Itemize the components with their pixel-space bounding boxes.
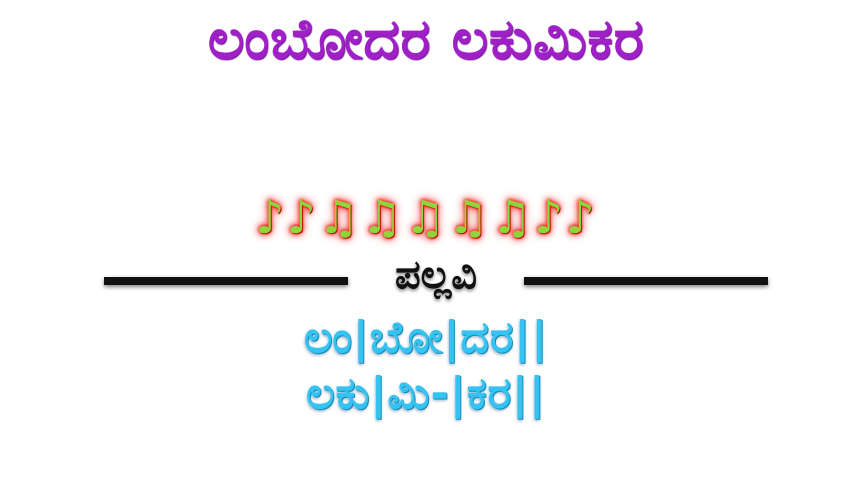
divider-left [104, 277, 348, 285]
song-title: ಲಂಬೋದರ ಲಕುಮಿಕರ [207, 7, 645, 72]
music-notes-decoration: ♪♪♫♫♫♫♫♪♪ [255, 190, 597, 244]
section-header [100, 250, 772, 300]
section-label: ಪಲ್ಲವಿ [394, 252, 478, 298]
lyric-line-1: ಲಂ|ಬೋ|ದರ|| [303, 312, 549, 363]
lyric-line-2: ಲಕು|ಮಿ-|ಕರ|| [306, 368, 546, 419]
divider-right [524, 277, 768, 285]
